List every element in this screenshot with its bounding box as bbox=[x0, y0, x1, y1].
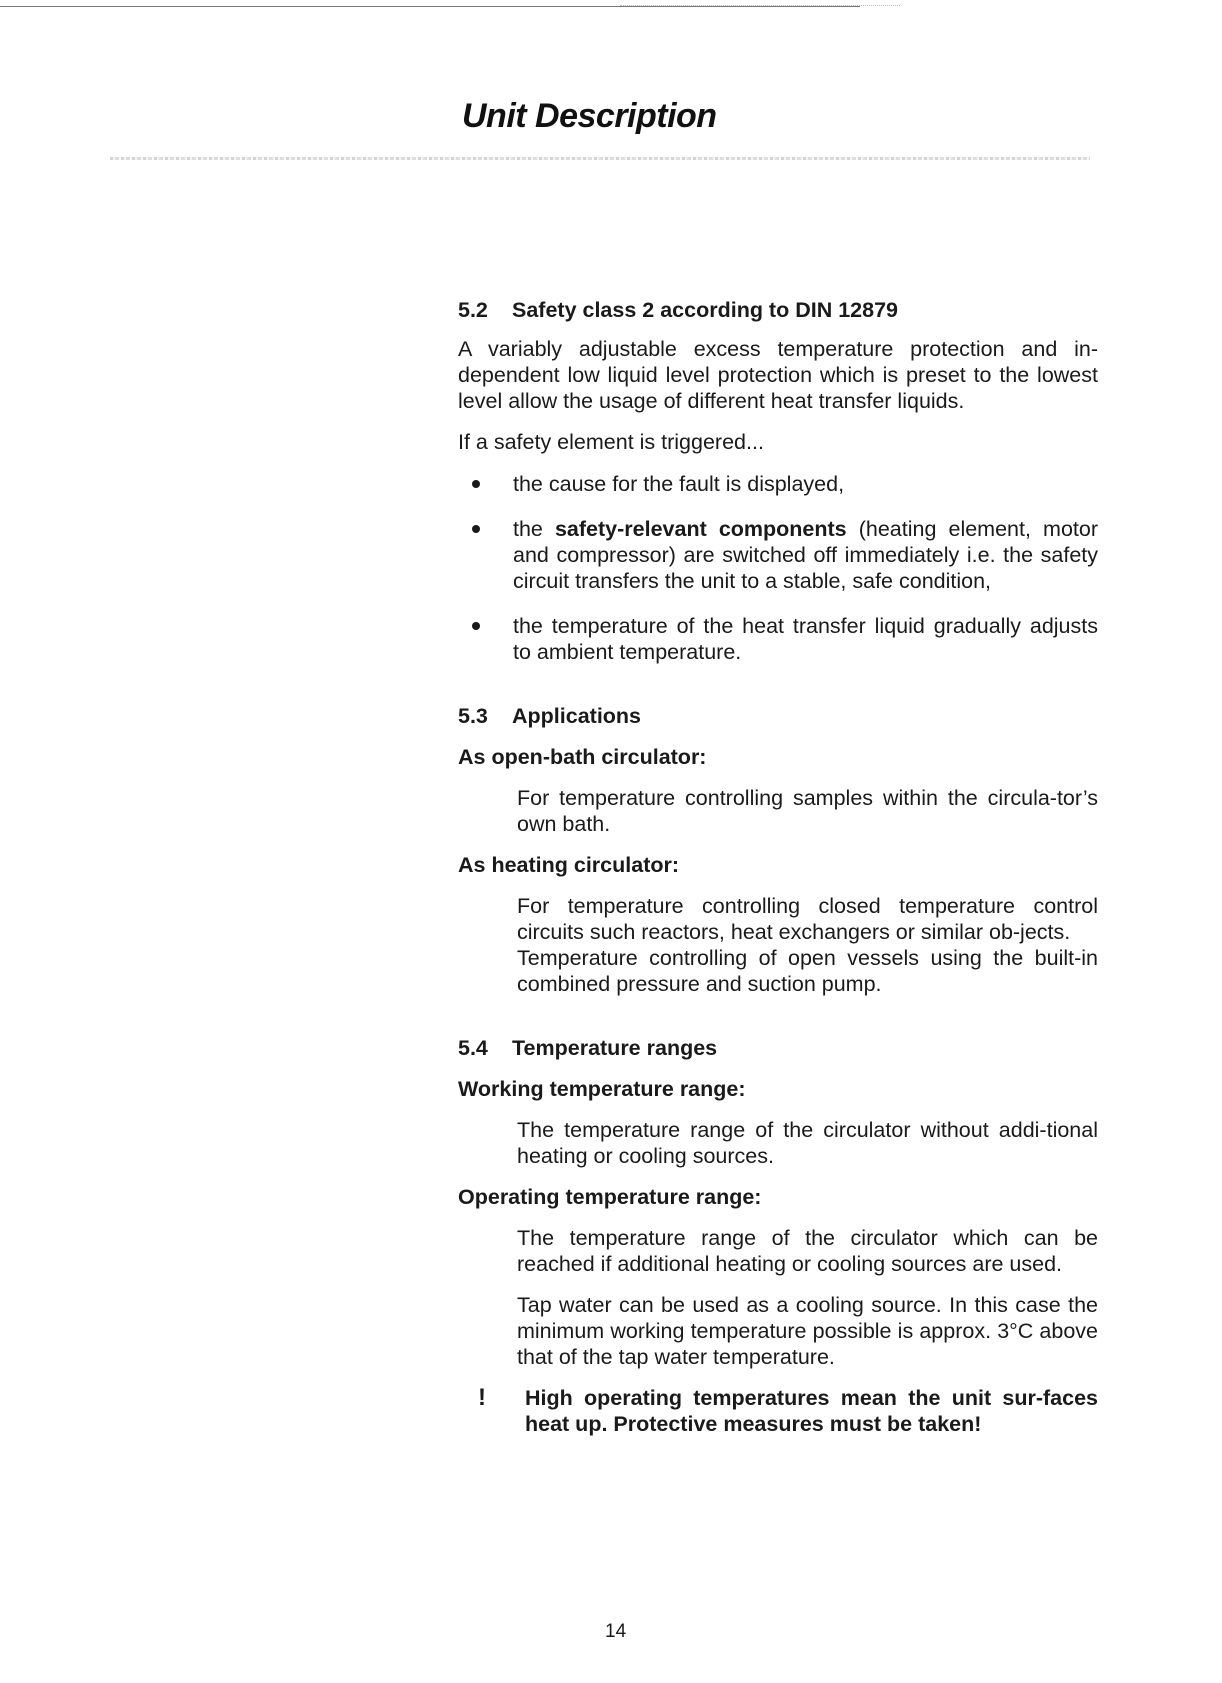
operating-range-text-1: The temperature range of the circulator which can be reached if additional heating or cooling sources are used. bbox=[517, 1226, 1098, 1276]
operating-range-heading: Operating temperature range: bbox=[458, 1185, 762, 1209]
section-title: Applications bbox=[512, 704, 642, 728]
list-item-text-bold: safety-relevant components bbox=[554, 517, 847, 541]
open-bath-heading: As open-bath circulator: bbox=[458, 745, 707, 769]
list-item-text: the temperature of the heat transfer liquid gradually adjusts to ambient temperature. bbox=[513, 614, 1098, 664]
section-title: Safety class 2 according to DIN 12879 bbox=[512, 298, 898, 322]
bullet-icon bbox=[472, 480, 480, 488]
page-content bbox=[458, 297, 1098, 1437]
bullet-icon bbox=[472, 622, 480, 630]
heating-circulator-heading: As heating circulator: bbox=[458, 853, 680, 877]
section-5-2-paragraph: A variably adjustable excess temperature protection and in-dependent low liquid level protection which is preset to the lowest level allow the usage of different heat transfer liquids. bbox=[458, 337, 1098, 413]
list-item-text: the cause for the fault is displayed, bbox=[513, 472, 845, 496]
heating-circulator-text-1: For temperature controlling closed temperature control circuits such reactors, heat exchangers or similar ob-jects. bbox=[517, 894, 1098, 944]
list-item bbox=[458, 471, 1098, 497]
page-number: 14 bbox=[605, 1621, 627, 1642]
warning-note bbox=[458, 1385, 1098, 1437]
list-item-text-pre: the bbox=[513, 517, 555, 541]
section-5-4-heading bbox=[458, 1035, 1098, 1061]
list-item bbox=[458, 613, 1098, 665]
top-rule bbox=[0, 6, 860, 7]
section-number: 5.2 bbox=[458, 298, 488, 322]
working-range-text: The temperature range of the circulator without addi-tional heating or cooling sources. bbox=[517, 1118, 1098, 1168]
section-5-2-lead: If a safety element is triggered... bbox=[458, 430, 764, 454]
section-title: Temperature ranges bbox=[512, 1036, 718, 1060]
section-5-3-heading bbox=[458, 703, 1098, 729]
warning-text: High operating temperatures mean the unit sur-faces heat up. Protective measures must be taken! bbox=[525, 1386, 1098, 1436]
open-bath-text: For temperature controlling samples within the circula-tor’s own bath. bbox=[517, 786, 1098, 836]
bullet-icon bbox=[472, 525, 480, 533]
header-rule bbox=[110, 157, 1090, 160]
section-5-2-heading bbox=[458, 297, 1098, 323]
section-number: 5.3 bbox=[458, 704, 488, 728]
page-title: Unit Description bbox=[462, 97, 717, 135]
safety-bullet-list bbox=[458, 471, 1098, 665]
section-number: 5.4 bbox=[458, 1036, 488, 1060]
list-item bbox=[458, 516, 1098, 594]
top-rule-faint bbox=[620, 5, 900, 6]
exclamation-icon: ! bbox=[478, 1384, 486, 1411]
list-item-text-post: (heating element, motor and compressor) are switched off immediately i.e. the safety circuit transfers the unit to a stable, safe condition, bbox=[513, 517, 1098, 593]
working-range-heading: Working temperature range: bbox=[458, 1077, 746, 1101]
operating-range-text-2: Tap water can be used as a cooling source. In this case the minimum working temperature possible is approx. 3°C above that of the tap water temperature. bbox=[517, 1293, 1098, 1369]
heating-circulator-text-2: Temperature controlling of open vessels using the built-in combined pressure and suction pump. bbox=[517, 946, 1098, 996]
